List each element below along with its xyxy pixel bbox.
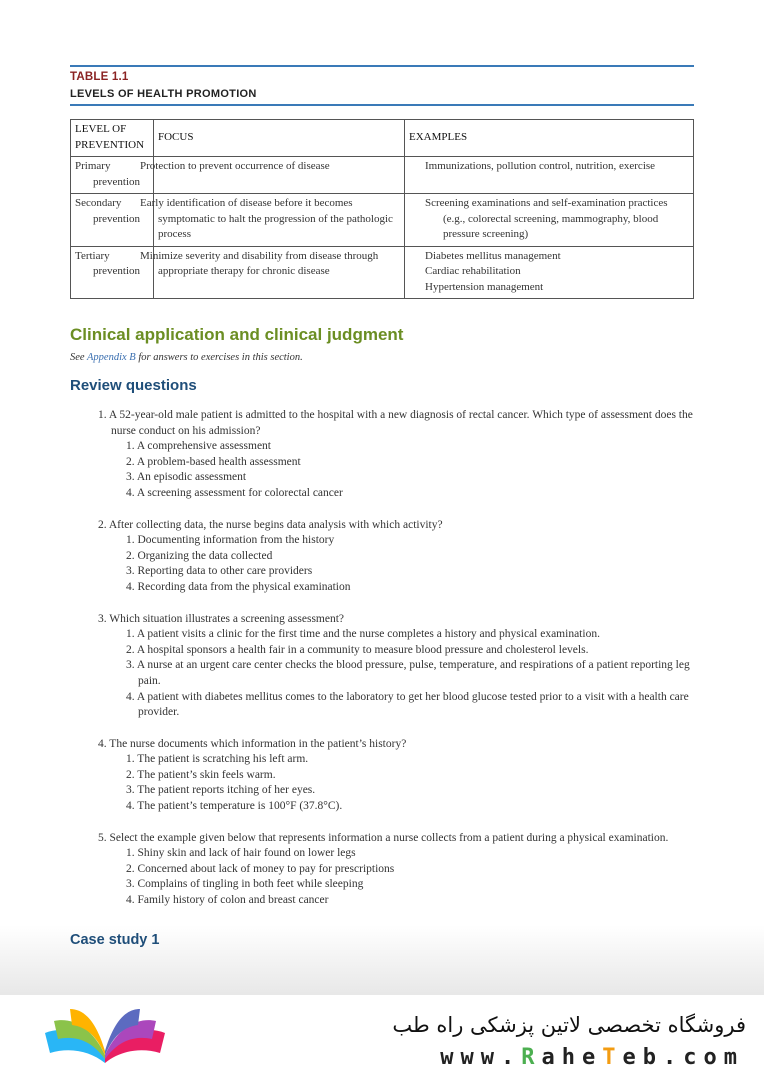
table-row bbox=[71, 157, 694, 194]
header-focus: FOCUS bbox=[154, 120, 405, 157]
appendix-link[interactable]: Appendix B bbox=[87, 352, 136, 363]
question-item bbox=[70, 612, 694, 721]
answer-option: 3. Reporting data to other care providers bbox=[126, 565, 313, 578]
answer-option: 4. Family history of colon and breast cancer bbox=[126, 894, 329, 907]
question-text: 1. A 52-year-old male patient is admitted to the hospital with a new diagnosis of rectal cancer. Which type of assessment does the nurse conduct on his admission? bbox=[98, 409, 693, 437]
level-cell: Secondary prevention bbox=[71, 194, 154, 247]
store-name-persian: فروشگاه تخصصی لاتین پزشکی راه طب bbox=[392, 1013, 746, 1037]
answer-option: 4. Recording data from the physical examination bbox=[126, 580, 351, 593]
table-label: TABLE 1.1 bbox=[70, 71, 129, 83]
answer-option: 3. The patient reports itching of her eyes. bbox=[126, 784, 316, 797]
question-text: 5. Select the example given below that represents information a nurse collects from a patient during a physical examination. bbox=[98, 831, 669, 844]
level-cell: Primary prevention bbox=[71, 157, 154, 194]
question-item bbox=[70, 518, 694, 596]
question-text: 3. Which situation illustrates a screening assessment? bbox=[98, 612, 345, 625]
table-row bbox=[71, 194, 694, 247]
answer-option: 4. The patient’s temperature is 100°F (37.8°C). bbox=[126, 800, 343, 813]
header-examples: EXAMPLES bbox=[405, 120, 694, 157]
answer-option: 3. A nurse at an urgent care center checks the blood pressure, pulse, temperature, and respirations of a patient reporting leg pain. bbox=[126, 659, 690, 687]
table-row bbox=[71, 246, 694, 299]
page-content bbox=[70, 0, 694, 925]
answer-option: 1. A patient visits a clinic for the first time and the nurse completes a history and physical examination. bbox=[126, 628, 600, 641]
answer-option: 2. The patient’s skin feels warm. bbox=[126, 768, 276, 781]
question-item bbox=[70, 737, 694, 815]
answer-option: 1. Documenting information from the history bbox=[126, 534, 335, 547]
see-appendix-note: See Appendix B for answers to exercises in this section. bbox=[70, 352, 303, 363]
open-book-logo-icon bbox=[40, 1003, 170, 1073]
level-cell: Tertiary prevention bbox=[71, 246, 154, 299]
answer-option: 4. A screening assessment for colorectal cancer bbox=[126, 486, 343, 499]
header-level: LEVEL OF PREVENTION bbox=[71, 120, 154, 157]
answer-option: 3. An episodic assessment bbox=[126, 471, 247, 484]
table-top-rule bbox=[70, 65, 694, 67]
focus-cell: Minimize severity and disability from disease through appropriate therapy for chronic disease bbox=[154, 246, 405, 299]
examples-cell: Immunizations, pollution control, nutrition, exercise bbox=[405, 157, 694, 194]
question-text: 2. After collecting data, the nurse begins data analysis with which activity? bbox=[98, 518, 443, 531]
case-study-title: Case study 1 bbox=[70, 932, 160, 948]
answer-option: 2. Concerned about lack of money to pay for prescriptions bbox=[126, 862, 395, 875]
review-questions-list bbox=[70, 408, 694, 909]
answer-option: 4. A patient with diabetes mellitus comes to the laboratory to get her blood glucose tested prior to a visit with a health care provider. bbox=[126, 690, 689, 719]
focus-cell: Early identification of disease before it becomes symptomatic to halt the progression of the pathologic process bbox=[154, 194, 405, 247]
question-item bbox=[70, 408, 694, 502]
answer-option: 1. The patient is scratching his left arm. bbox=[126, 753, 309, 766]
question-text: 4. The nurse documents which information in the patient’s history? bbox=[98, 737, 407, 750]
table-title-rule bbox=[70, 104, 694, 106]
table-header-row bbox=[71, 120, 694, 157]
store-url[interactable]: www.RaheTeb.com bbox=[440, 1045, 744, 1070]
answer-option: 1. A comprehensive assessment bbox=[126, 440, 272, 453]
watermark-footer bbox=[0, 995, 764, 1080]
health-promotion-table bbox=[70, 119, 694, 299]
focus-cell: Protection to prevent occurrence of disease bbox=[154, 157, 405, 194]
table-title: LEVELS OF HEALTH PROMOTION bbox=[70, 88, 257, 100]
question-item bbox=[70, 831, 694, 909]
examples-cell: Screening examinations and self-examination practices (e.g., colorectal screening, mammography, blood pressure screening) bbox=[405, 194, 694, 247]
answer-option: 3. Complains of tingling in both feet while sleeping bbox=[126, 878, 364, 891]
section-title: Clinical application and clinical judgment bbox=[70, 325, 404, 344]
answer-option: 1. Shiny skin and lack of hair found on lower legs bbox=[126, 847, 356, 860]
examples-cell: Diabetes mellitus management Cardiac rehabilitation Hypertension management bbox=[405, 246, 694, 299]
answer-option: 2. A problem-based health assessment bbox=[126, 455, 301, 468]
answer-option: 2. Organizing the data collected bbox=[126, 549, 273, 562]
answer-option: 2. A hospital sponsors a health fair in a community to measure blood pressure and cholesterol levels. bbox=[126, 643, 589, 656]
review-questions-title: Review questions bbox=[70, 377, 197, 394]
